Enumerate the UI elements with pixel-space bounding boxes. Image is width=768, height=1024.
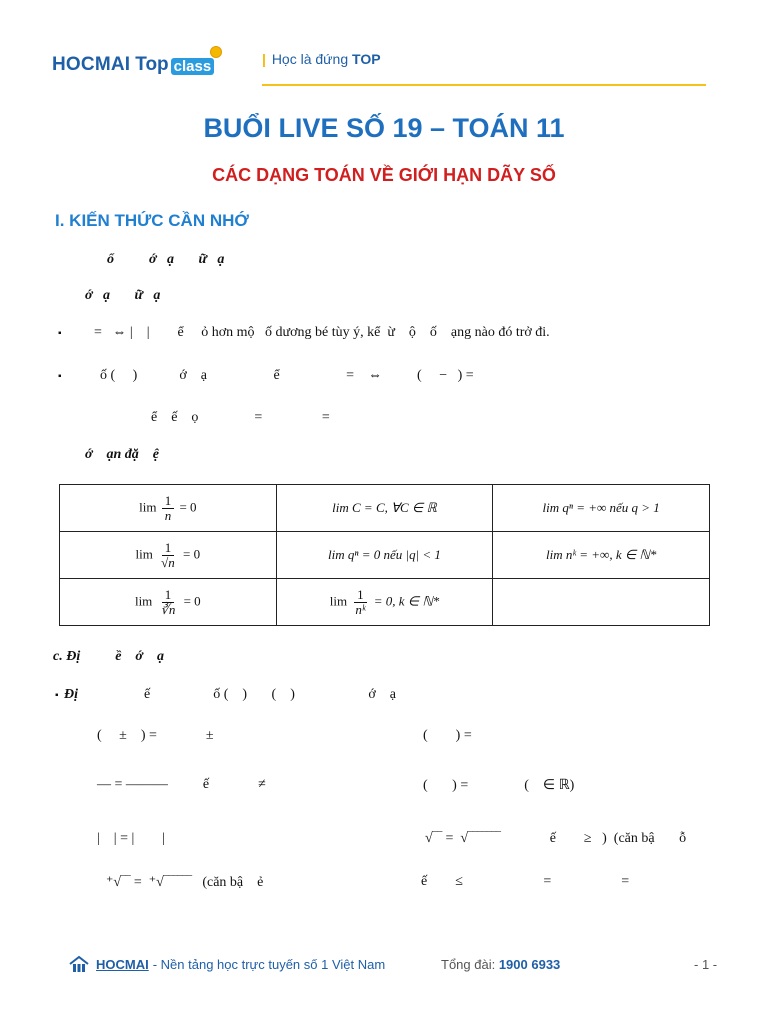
bullet-icon: ▪ [58, 328, 62, 339]
body-line-6: ớ ạn đặ ệ [85, 447, 160, 462]
footer-tagline: - Nền tảng học trực tuyến số 1 Việt Nam [152, 956, 386, 972]
limit-result: = 0 [183, 545, 201, 561]
page-subtitle: CÁC DẠNG TOÁN VỀ GIỚI HẠN DÃY SỐ [212, 165, 556, 185]
fraction [158, 588, 179, 617]
formula-3-left: | | = | | [97, 831, 166, 846]
table-row [60, 579, 710, 626]
header-divider-line [262, 84, 706, 86]
header-slogan [262, 51, 381, 67]
fraction-numerator: 1 [162, 541, 175, 556]
bullet-icon: ▪ [58, 371, 62, 382]
table-cell: lim qⁿ = +∞ nếu q > 1 [493, 485, 710, 532]
lim-label: lim [139, 498, 157, 514]
slogan-emphasis: TOP [352, 51, 381, 67]
table-row [60, 532, 710, 579]
limit-result: = 0 [179, 498, 197, 514]
formula-3-right: √‾‾ = √‾‾‾‾‾‾‾ ế ≥ ) (căn bậ ỗ [425, 831, 687, 846]
fraction-denominator: nᵏ [355, 601, 366, 617]
body-line-5: ể ế ọ = = [151, 410, 330, 425]
body-line-4: ố ( ) ớ ạ ể = ⇔ ( − ) = [100, 368, 474, 383]
table-cell [60, 579, 277, 626]
hocmai-topclass-logo [52, 46, 222, 76]
fraction-numerator: 1 [354, 588, 367, 603]
logo-top-text: Top [135, 54, 169, 75]
fraction-denominator: n [164, 507, 172, 523]
body-line-3: = ⇔ | | ể ỏ hơn mộ ố dương bé tùy ý, kể ừ ộ ố ạng nào đó trở đi. [94, 325, 550, 340]
page-title: BUỔI LIVE SỐ 19 – TOÁN 11 [203, 113, 565, 143]
hotline-label: Tổng đài: [441, 957, 496, 972]
table-cell: lim C = C, ∀C ∈ ℝ [276, 485, 493, 532]
limit-result: = 0 [183, 592, 201, 608]
logo-sun-icon [210, 46, 222, 58]
fraction-denominator: √n [161, 554, 175, 570]
body-line-2: ớ ạ ữ ạ [85, 288, 161, 303]
fraction [158, 541, 178, 570]
fraction [162, 494, 175, 523]
table-cell [60, 485, 277, 532]
formula-4-left: ⁺√‾‾ = ⁺√‾‾‾‾‾‾ (căn bậ ẻ [106, 875, 264, 890]
formula-1-right: ( ) = [423, 728, 472, 743]
page-number: - 1 - [694, 957, 718, 972]
fraction-numerator: 1 [162, 494, 175, 509]
lim-label: lim [134, 592, 153, 608]
bullet-icon: ▪ [55, 690, 59, 701]
lim-label: lim [135, 545, 153, 561]
body-line-1: ổ ớ ạ ữ ạ [107, 252, 225, 267]
formula-2-left: — = ——— ế ≠ [97, 777, 266, 792]
slogan-divider: | [262, 51, 266, 67]
footer-hotline [441, 957, 560, 972]
footer-brand [68, 955, 385, 973]
definition-label: Đị [64, 687, 78, 702]
formula-4-right: ế ≤ = = [421, 874, 630, 889]
logo-hocmai-text: HOCMAI [52, 54, 131, 75]
special-limits-table [59, 484, 710, 626]
fraction [352, 588, 368, 617]
table-cell: lim qⁿ = 0 nếu |q| < 1 [276, 532, 493, 579]
fraction-denominator: ∛n [160, 601, 176, 617]
section-heading: I. KIẾN THỨC CẦN NHỚ [55, 211, 249, 230]
fraction-numerator: 1 [162, 588, 175, 603]
lim-label: lim [329, 592, 348, 608]
formula-1-left: ( ± ) = ± [97, 728, 214, 743]
table-cell [276, 579, 493, 626]
subsection-c-heading: c. Đị ề ớ ạ [53, 649, 164, 664]
table-cell [60, 532, 277, 579]
footer-brand-link[interactable]: HOCMAI [96, 956, 149, 972]
table-cell: lim nᵏ = +∞, k ∈ ℕ* [493, 532, 710, 579]
table-cell [493, 579, 710, 626]
slogan-text: Học là đứng [271, 51, 349, 67]
hotline-number: 1900 6933 [498, 957, 561, 972]
logo-class-badge: class [171, 58, 215, 75]
limit-result: = 0, k ∈ ℕ* [373, 592, 440, 608]
hocmai-house-icon [68, 955, 90, 973]
definition-line: ế ố ( ) ( ) ớ ạ [144, 687, 396, 702]
formula-2-right: ( ) = ( ∈ ℝ) [423, 778, 575, 793]
table-row [60, 485, 710, 532]
